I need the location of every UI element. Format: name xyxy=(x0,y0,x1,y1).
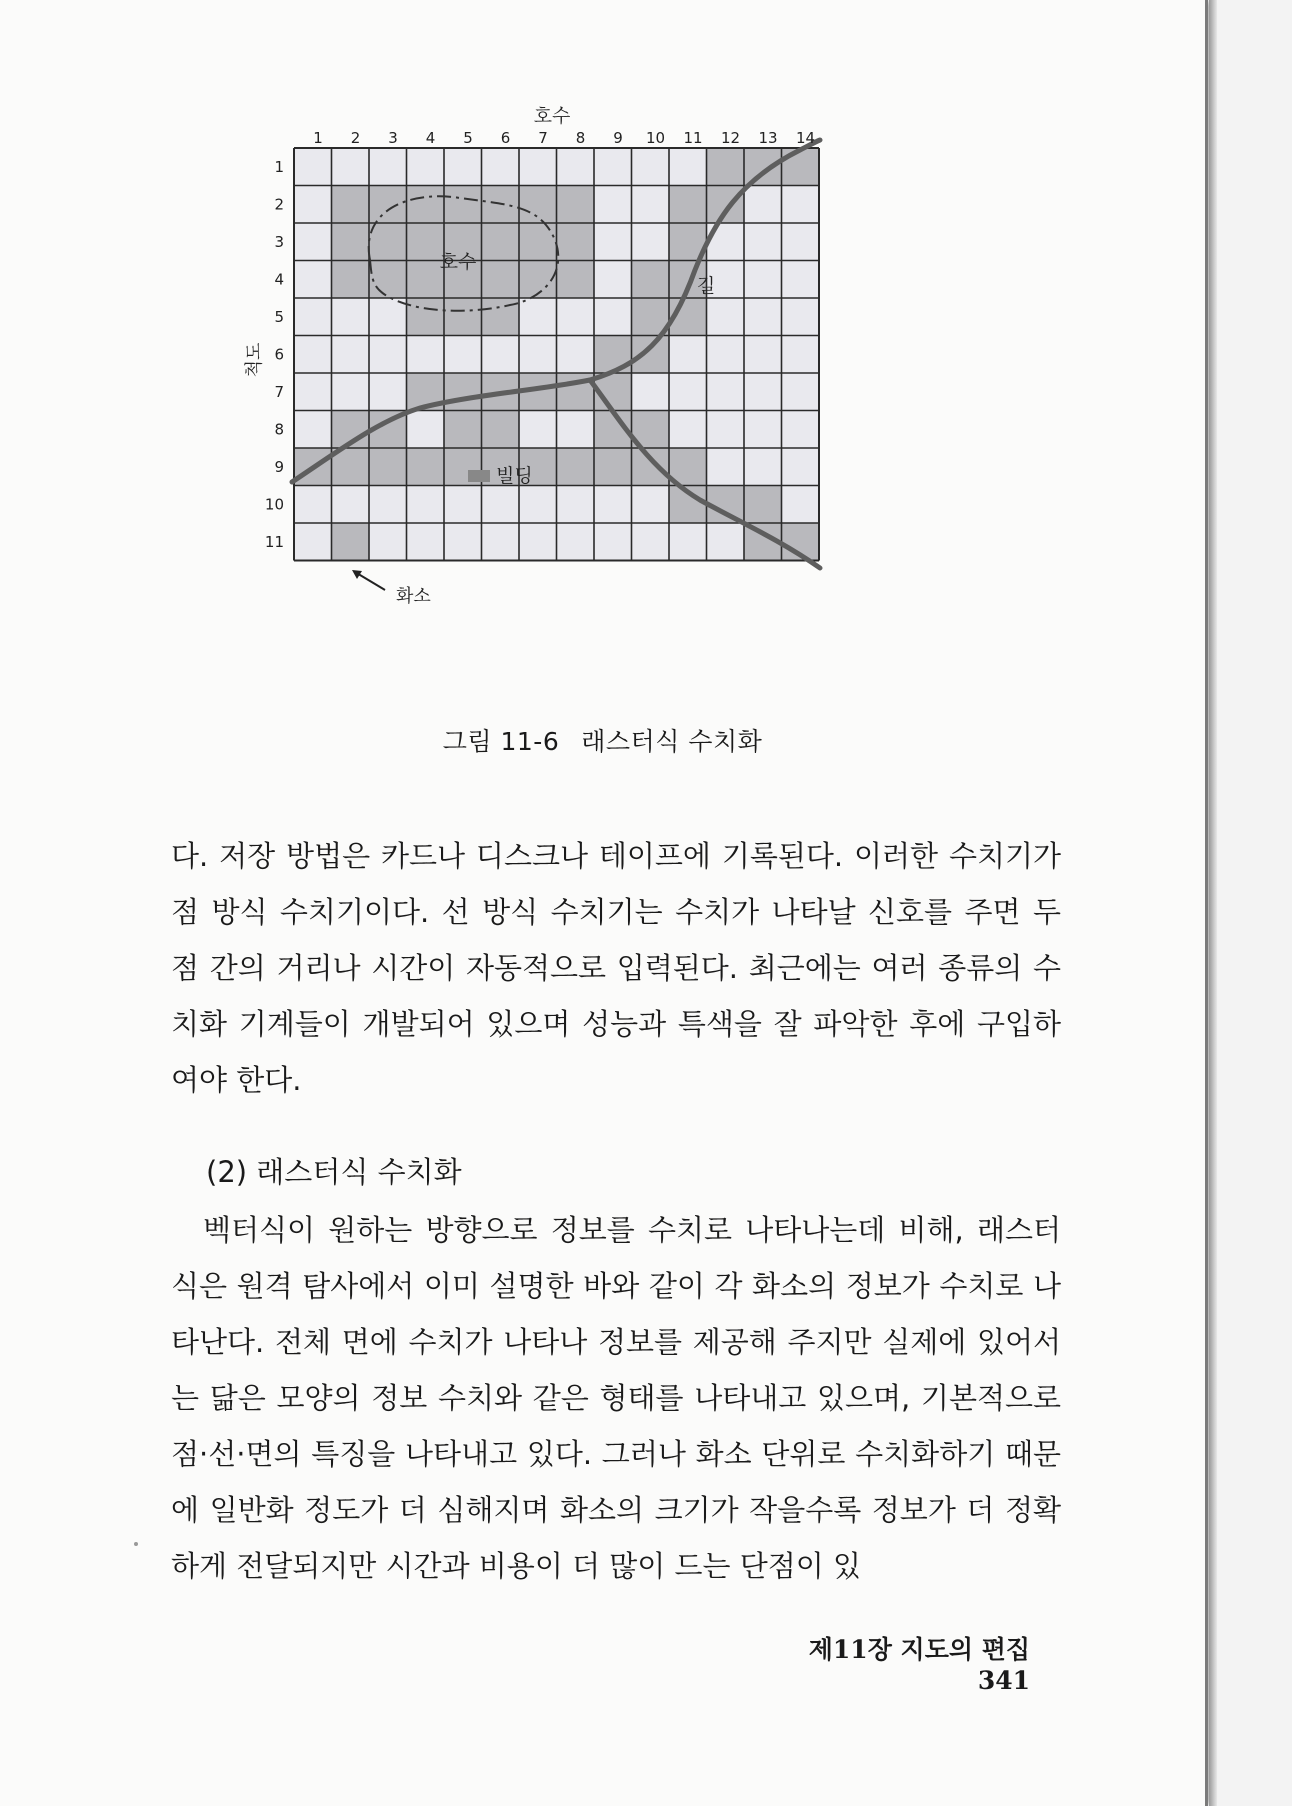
shaded-pixel xyxy=(557,448,595,486)
column-label: 2 xyxy=(350,129,361,147)
pixel xyxy=(444,148,482,186)
page-footer xyxy=(770,1630,1030,1695)
pixel xyxy=(332,148,370,186)
pixel xyxy=(519,148,557,186)
pixel xyxy=(294,223,332,261)
pixel xyxy=(557,411,595,449)
pixel xyxy=(294,298,332,336)
pixel xyxy=(744,411,782,449)
pixel xyxy=(782,486,820,524)
shaded-pixel xyxy=(632,336,670,374)
pixel xyxy=(782,186,820,224)
pixel xyxy=(294,411,332,449)
road-label: 길 xyxy=(696,275,716,297)
pixel xyxy=(482,148,520,186)
pixel xyxy=(744,373,782,411)
pixel xyxy=(369,486,407,524)
shaded-pixel xyxy=(444,186,482,224)
pixel xyxy=(332,298,370,336)
shaded-pixel xyxy=(669,186,707,224)
pixel xyxy=(557,148,595,186)
shaded-pixel xyxy=(519,223,557,261)
pixel xyxy=(782,336,820,374)
pixel xyxy=(594,298,632,336)
pixel xyxy=(294,148,332,186)
pixel xyxy=(707,411,745,449)
raster-grid-diagram xyxy=(244,105,1000,710)
pixel xyxy=(594,486,632,524)
pixel xyxy=(632,523,670,561)
pixel xyxy=(744,448,782,486)
shaded-pixel xyxy=(444,298,482,336)
row-label: 6 xyxy=(274,345,284,364)
column-label: 13 xyxy=(758,129,778,147)
shaded-pixel xyxy=(594,448,632,486)
figure-caption xyxy=(0,722,1205,758)
row-label: 5 xyxy=(274,308,284,326)
shaded-pixel xyxy=(407,298,445,336)
shaded-pixel xyxy=(557,186,595,224)
shaded-pixel xyxy=(444,373,482,411)
footer-chapter: 제11장 지도의 편집 xyxy=(808,1635,1030,1664)
pixel xyxy=(407,486,445,524)
pixel xyxy=(594,148,632,186)
shaded-pixel xyxy=(557,261,595,299)
pixel xyxy=(782,411,820,449)
shaded-pixel xyxy=(707,148,745,186)
shaded-pixel xyxy=(444,411,482,449)
shaded-pixel xyxy=(744,486,782,524)
pixel xyxy=(707,448,745,486)
shaded-pixel xyxy=(332,223,370,261)
pixel xyxy=(707,523,745,561)
paragraph-1-text: 다. 저장 방법은 카드나 디스크나 테이프에 기록된다. 이러한 수치기가 점 방식 수치기이다. 선 방식 수치기는 수치가 나타날 신호를 주면 두 점 간의 거리나 시간이 자동적으로 입력된다. 최근에는 여러 종류의 수치화 기계들이 개발되어 있으며 성능과 특색을 잘 파악한 후에 구입하여야 한다. xyxy=(171,839,1061,1097)
legend-label: 빌딩 xyxy=(496,465,533,487)
pixel xyxy=(707,298,745,336)
row-label: 3 xyxy=(274,233,284,251)
column-label: 12 xyxy=(720,129,741,147)
page-edge-shadow xyxy=(1209,0,1217,1806)
pixel xyxy=(294,186,332,224)
column-label: 3 xyxy=(388,129,398,147)
pixel xyxy=(782,373,820,411)
pixel xyxy=(519,523,557,561)
row-label: 9 xyxy=(274,458,284,476)
column-label: 5 xyxy=(463,129,473,147)
column-label: 8 xyxy=(575,129,586,147)
pixel xyxy=(632,186,670,224)
pixel xyxy=(444,523,482,561)
pixel xyxy=(332,486,370,524)
pixel xyxy=(782,298,820,336)
pixel xyxy=(669,336,707,374)
y-axis-label: 척도 xyxy=(244,342,265,378)
pixel xyxy=(444,336,482,374)
pixel xyxy=(594,186,632,224)
pixel xyxy=(669,411,707,449)
row-label: 8 xyxy=(274,420,284,439)
pixel xyxy=(369,298,407,336)
pixel xyxy=(407,523,445,561)
shaded-pixel xyxy=(369,261,407,299)
pixel xyxy=(782,261,820,299)
pixel xyxy=(557,336,595,374)
legend-swatch xyxy=(468,470,490,482)
column-label: 10 xyxy=(645,129,666,147)
footer-page-number: 341 xyxy=(977,1666,1030,1695)
shaded-pixel xyxy=(482,411,520,449)
pixel xyxy=(294,523,332,561)
column-label: 9 xyxy=(613,129,623,147)
column-label: 4 xyxy=(425,129,436,147)
shaded-pixel xyxy=(557,223,595,261)
shaded-pixel xyxy=(707,186,745,224)
scan-speck xyxy=(134,1542,138,1546)
pixel xyxy=(707,373,745,411)
pixel xyxy=(332,373,370,411)
shaded-pixel xyxy=(407,223,445,261)
paragraph-2 xyxy=(171,1202,1061,1594)
pixel xyxy=(407,336,445,374)
pixel xyxy=(482,486,520,524)
pixel xyxy=(557,523,595,561)
pixel xyxy=(632,148,670,186)
pixel xyxy=(294,486,332,524)
shaded-pixel xyxy=(332,186,370,224)
pixel xyxy=(332,336,370,374)
shaded-pixel xyxy=(482,223,520,261)
column-label: 6 xyxy=(500,129,511,147)
pixel xyxy=(594,223,632,261)
pixel xyxy=(369,373,407,411)
pixel xyxy=(444,486,482,524)
pixel xyxy=(557,486,595,524)
shaded-pixel xyxy=(519,186,557,224)
row-label: 10 xyxy=(264,495,284,514)
shaded-pixel xyxy=(632,261,670,299)
shaded-pixel xyxy=(332,523,370,561)
column-label: 1 xyxy=(313,129,323,147)
pixel xyxy=(594,523,632,561)
shaded-pixel xyxy=(407,186,445,224)
pixel xyxy=(707,336,745,374)
pixel xyxy=(369,336,407,374)
pixel xyxy=(669,373,707,411)
pixel xyxy=(744,223,782,261)
row-label: 7 xyxy=(274,383,284,401)
raster-figure xyxy=(244,105,1000,710)
column-label: 11 xyxy=(683,129,703,147)
row-label: 11 xyxy=(264,533,284,551)
column-label: 14 xyxy=(795,129,816,147)
row-label: 4 xyxy=(274,270,284,289)
pixel xyxy=(294,336,332,374)
pixel xyxy=(744,186,782,224)
pixel xyxy=(632,223,670,261)
pixel xyxy=(782,448,820,486)
shaded-pixel xyxy=(482,261,520,299)
pixel-label: 화소 xyxy=(396,586,431,607)
caption-title: 래스터식 수치화 xyxy=(581,727,763,756)
row-label: 1 xyxy=(274,158,284,176)
lake-label: 호수 xyxy=(439,251,477,273)
row-label: 2 xyxy=(274,195,284,214)
pixel xyxy=(744,261,782,299)
pixel xyxy=(519,298,557,336)
shaded-pixel xyxy=(369,223,407,261)
column-label: 7 xyxy=(538,129,548,147)
pixel xyxy=(632,373,670,411)
pixel xyxy=(294,373,332,411)
shaded-pixel xyxy=(632,448,670,486)
pixel xyxy=(632,486,670,524)
shaded-pixel xyxy=(407,261,445,299)
shaded-pixel xyxy=(369,448,407,486)
paragraph-1 xyxy=(171,828,1061,1108)
pixel xyxy=(519,411,557,449)
pixel xyxy=(669,523,707,561)
pixel xyxy=(407,411,445,449)
shaded-pixel xyxy=(407,448,445,486)
caption-number: 그림 11-6 xyxy=(442,727,560,756)
pixel xyxy=(744,336,782,374)
pixel xyxy=(744,298,782,336)
figure-top-label: 호수 xyxy=(533,105,571,127)
section-heading: (2) 래스터식 수치화 xyxy=(206,1155,462,1189)
shaded-pixel xyxy=(782,148,820,186)
pixel xyxy=(782,223,820,261)
pixel xyxy=(594,261,632,299)
shaded-pixel xyxy=(369,186,407,224)
pixel xyxy=(669,148,707,186)
pixel xyxy=(519,486,557,524)
pixel xyxy=(369,148,407,186)
pixel xyxy=(294,261,332,299)
pixel xyxy=(482,336,520,374)
shaded-pixel xyxy=(332,261,370,299)
pixel xyxy=(369,523,407,561)
pixel xyxy=(557,298,595,336)
pixel xyxy=(407,148,445,186)
pixel xyxy=(482,523,520,561)
paragraph-2-text: 벡터식이 원하는 방향으로 정보를 수치로 나타나는데 비해, 래스터식은 원격 탐사에서 이미 설명한 바와 같이 각 화소의 정보가 수치로 나타난다. 전체 면에 수치가 나타나 정보를 제공해 주지만 실제에 있어서는 닮은 모양의 정보 수치와 같은 형태를 나타내고 있으며, 기본적으로 점·선·면의 특징을 나타내고 있다. 그러나 화소 단위로 수치화하기 때문에 일반화 정도가 더 심해지며 화소의 크기가 작을수록 정보가 더 정확하게 전달되지만 시간과 비용이 더 많이 드는 단점이 있 xyxy=(171,1213,1061,1583)
pixel xyxy=(519,336,557,374)
